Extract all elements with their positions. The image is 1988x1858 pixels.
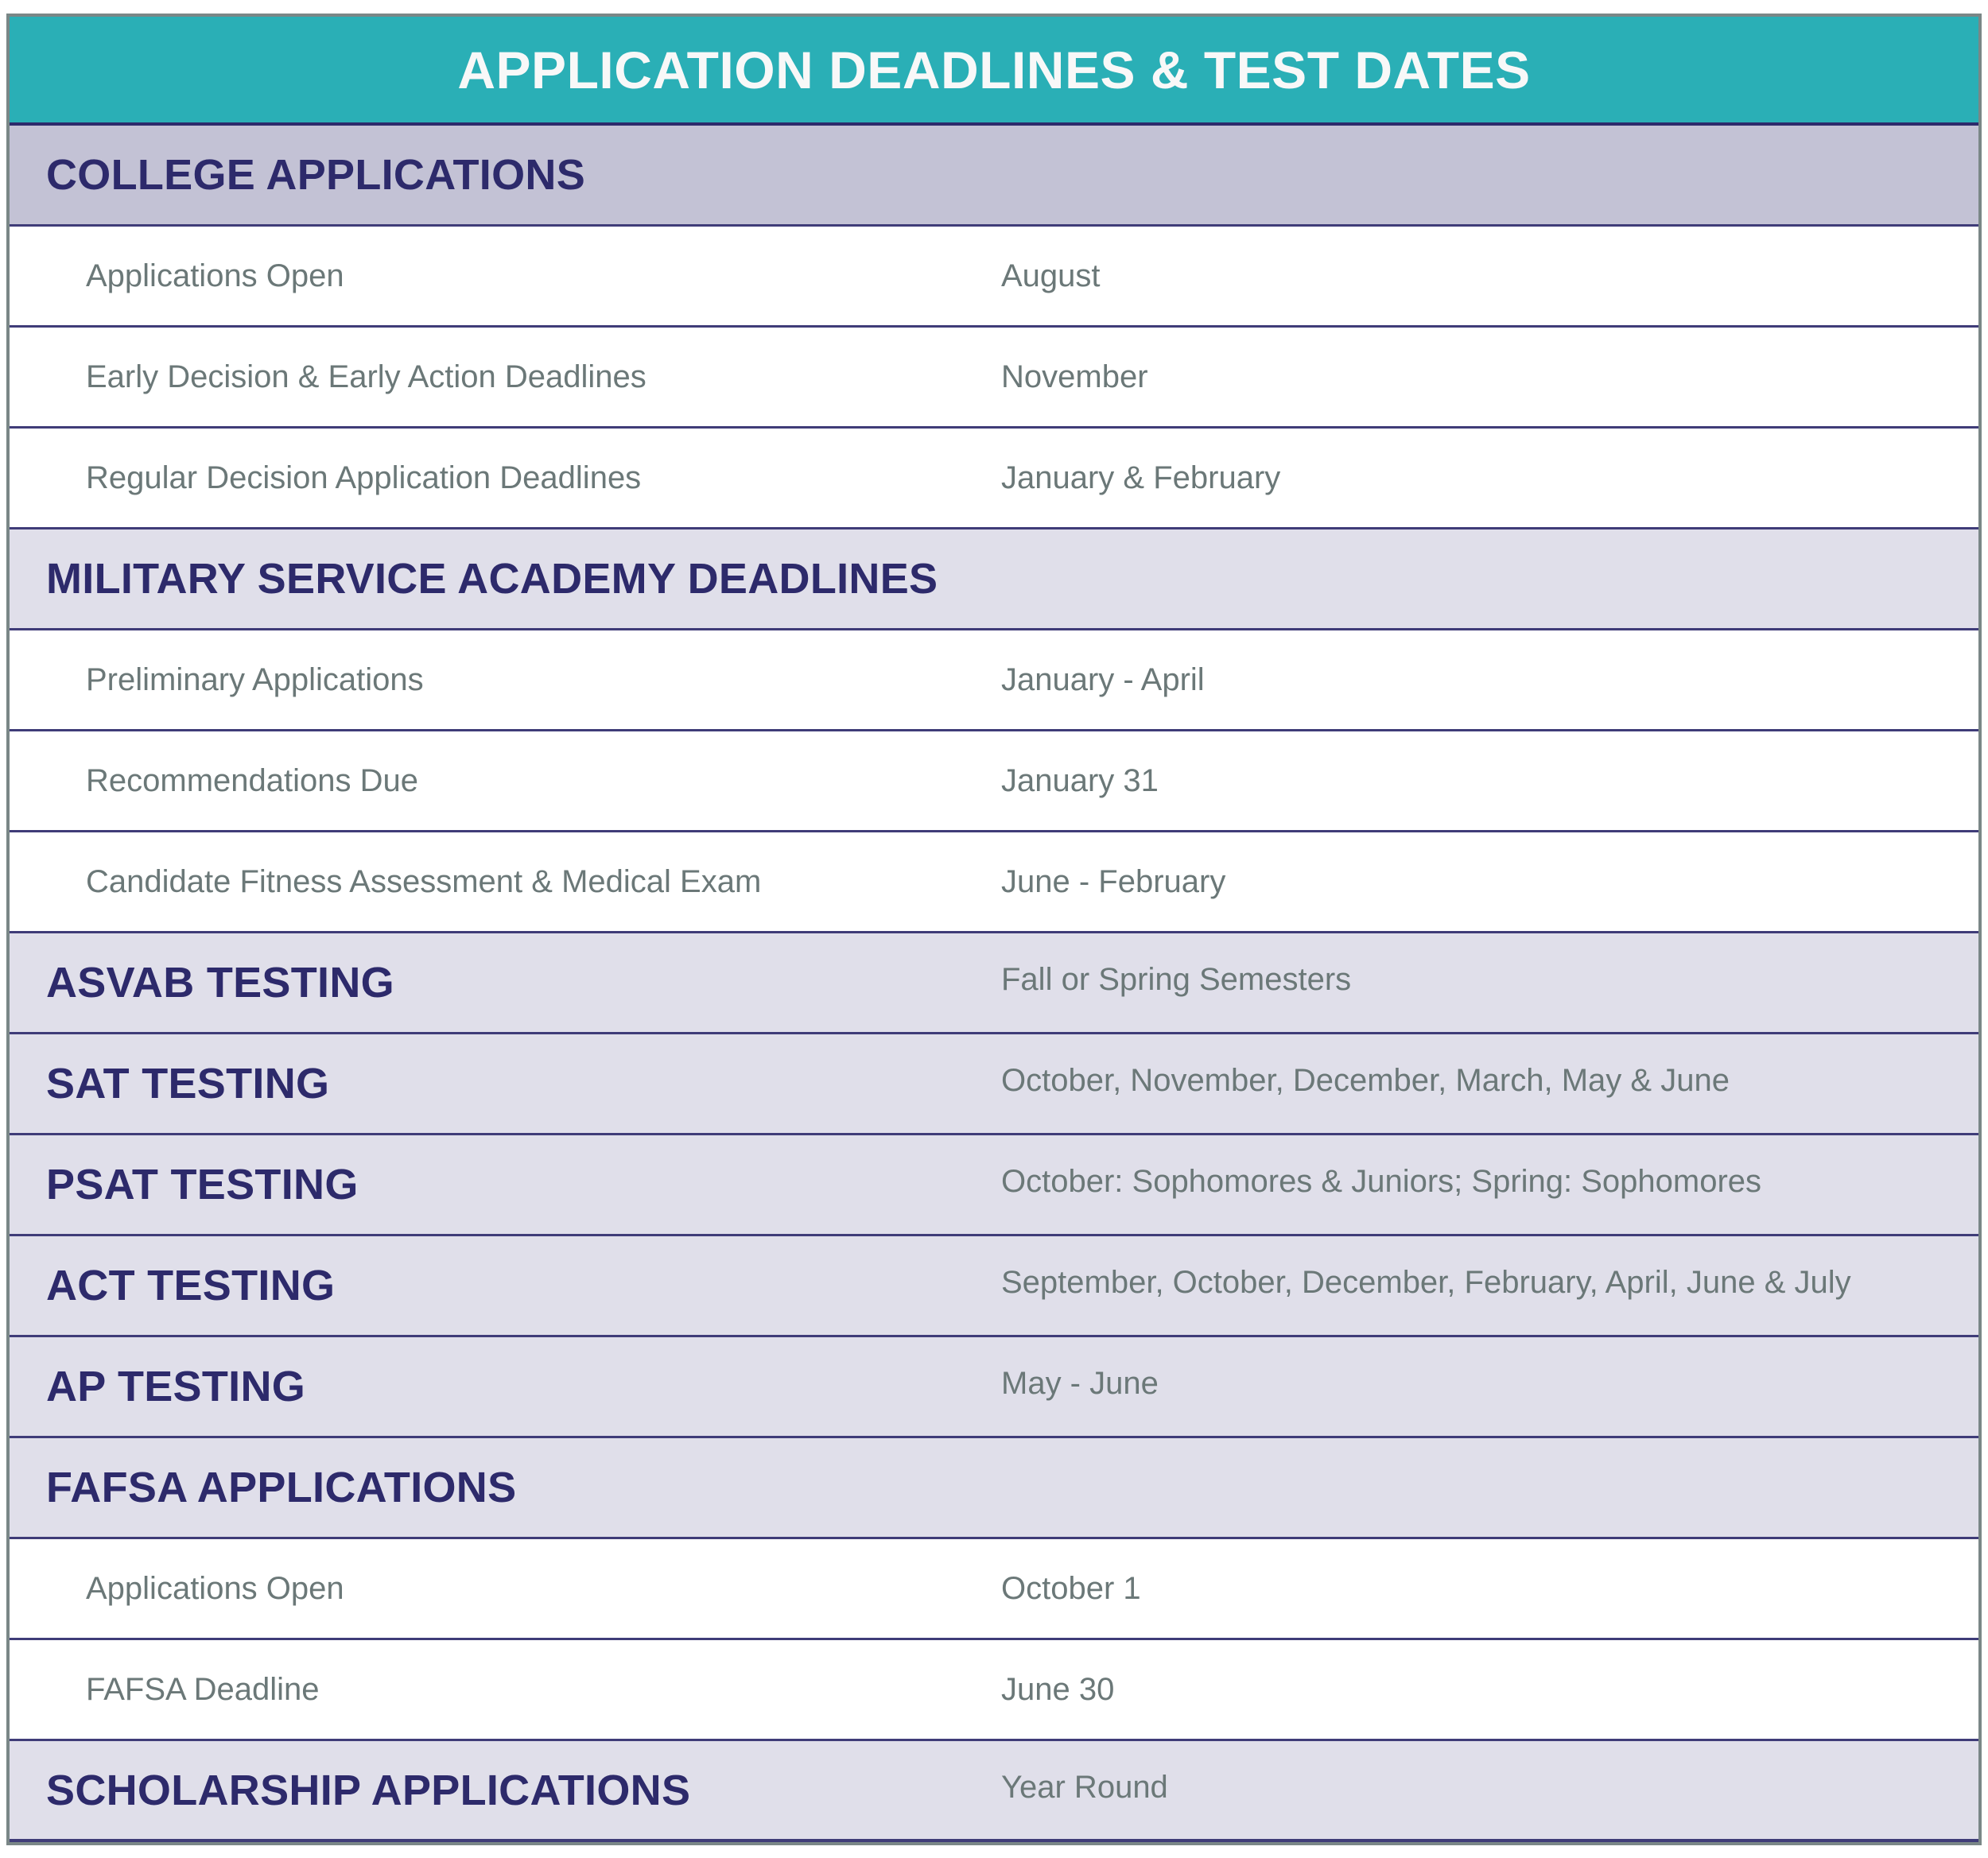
section-heading: ASVAB TESTING <box>46 959 394 1007</box>
section-row-sat <box>10 1034 1978 1135</box>
section-row-college-applications <box>10 126 1978 227</box>
section-heading: PSAT TESTING <box>46 1161 359 1208</box>
section-value: October: Sophomores & Juniors; Spring: Sophomores <box>1001 1164 1762 1199</box>
section-heading: SAT TESTING <box>46 1060 330 1107</box>
section-row-act <box>10 1236 1978 1337</box>
row-value: January 31 <box>1001 762 1159 798</box>
table-row <box>10 731 1978 832</box>
row-value: November <box>1001 359 1148 394</box>
row-value: June 30 <box>1001 1671 1115 1707</box>
row-label: FAFSA Deadline <box>86 1671 320 1707</box>
section-row-psat <box>10 1135 1978 1236</box>
row-label: Applications Open <box>86 1570 344 1606</box>
row-label: Candidate Fitness Assessment & Medical Exam <box>86 863 762 899</box>
section-value: September, October, December, February, April, June & July <box>1001 1265 1851 1300</box>
table-row <box>10 1539 1978 1640</box>
section-value: May - June <box>1001 1366 1159 1401</box>
table-row <box>10 328 1978 429</box>
section-heading: ACT TESTING <box>46 1262 336 1309</box>
table-row <box>10 227 1978 328</box>
table-row <box>10 832 1978 933</box>
section-heading: SCHOLARSHIP APPLICATIONS <box>46 1766 691 1814</box>
deadlines-table <box>6 14 1982 1845</box>
section-heading: COLLEGE APPLICATIONS <box>46 151 586 199</box>
row-label: Preliminary Applications <box>86 661 424 697</box>
section-value: Fall or Spring Semesters <box>1001 962 1352 997</box>
row-value: October 1 <box>1001 1570 1141 1606</box>
section-row-asvab <box>10 933 1978 1034</box>
section-value: October, November, December, March, May & June <box>1001 1063 1730 1098</box>
table-row <box>10 429 1978 529</box>
row-label: Applications Open <box>86 258 344 293</box>
row-label: Recommendations Due <box>86 762 418 798</box>
section-row-military-academy <box>10 529 1978 630</box>
row-label: Early Decision & Early Action Deadlines <box>86 359 646 394</box>
section-value: Year Round <box>1001 1770 1168 1805</box>
section-row-fafsa <box>10 1438 1978 1539</box>
row-value: January & February <box>1001 460 1281 495</box>
section-heading: AP TESTING <box>46 1363 306 1410</box>
table-row <box>10 1640 1978 1741</box>
section-heading: FAFSA APPLICATIONS <box>46 1464 517 1511</box>
table-row <box>10 630 1978 731</box>
section-heading: MILITARY SERVICE ACADEMY DEADLINES <box>46 555 938 603</box>
row-value: June - February <box>1001 863 1226 899</box>
section-row-scholarship <box>10 1741 1978 1842</box>
row-label: Regular Decision Application Deadlines <box>86 460 642 495</box>
table-title: APPLICATION DEADLINES & TEST DATES <box>10 17 1978 126</box>
section-row-ap <box>10 1337 1978 1438</box>
row-value: January - April <box>1001 661 1205 697</box>
row-value: August <box>1001 258 1101 293</box>
